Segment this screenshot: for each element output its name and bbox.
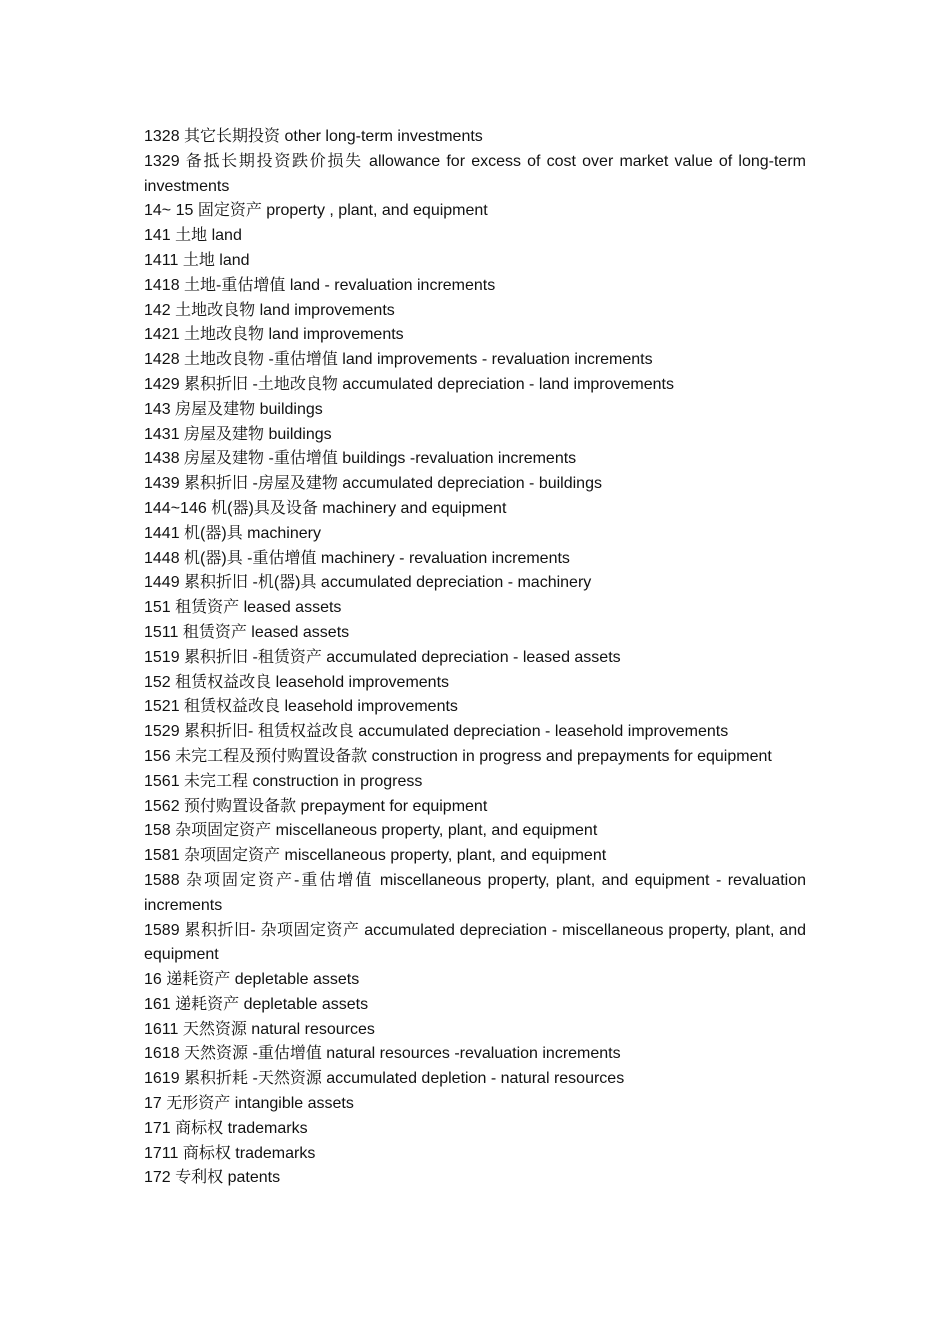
entry-161: 161 递耗资产 depletable assets [144,995,369,1013]
entry-1561: 1561 未完工程 construction in progress [144,772,423,790]
entry-1421: 1421 土地改良物 land improvements [144,326,404,344]
entry-1521: 1521 租赁权益改良 leasehold improvements [144,698,458,716]
entry-1581: 1581 杂项固定资产 miscellaneous property, plant, and equipment [144,847,607,865]
entry-172: 172 专利权 patents [144,1169,281,1187]
entry-1711: 1711 商标权 trademarks [144,1144,316,1162]
entry-151: 151 租赁资产 leased assets [144,599,342,617]
entry-144-146: 144~146 机(器)具及设备 machinery and equipment [144,499,507,517]
entry-152: 152 租赁权益改良 leasehold improvements [144,673,450,691]
entry-1441: 1441 机(器)具 machinery [144,524,321,542]
entry-1328: 1328 其它长期投资 other long-term investments [144,128,483,145]
entry-142: 142 土地改良物 land improvements [144,301,395,319]
entry-17: 17 无形资产 intangible assets [144,1095,354,1113]
entry-16: 16 递耗资产 depletable assets [144,971,360,989]
entry-1529: 1529 累积折旧- 租赁权益改良 accumulated depreciation - leasehold improvements [144,723,729,741]
entry-1519: 1519 累积折旧 -租赁资产 accumulated depreciation - leased assets [144,648,621,666]
entry-14-15: 14~ 15 固定资产 property , plant, and equipment [144,202,488,220]
entry-1428: 1428 土地改良物 -重估增值 land improvements - revaluation increments [144,351,653,369]
entry-1439: 1439 累积折旧 -房屋及建物 accumulated depreciation - buildings [144,475,602,493]
entry-1589: 1589 累积折旧- 杂项固定资产 accumulated depreciation - miscellaneous property, plant, and equipment [144,921,806,964]
entry-171: 171 商标权 trademarks [144,1119,308,1137]
entry-1511: 1511 租赁资产 leased assets [144,623,350,641]
entry-1418: 1418 土地-重估增值 land - revaluation increments [144,276,496,294]
entry-1588: 1588 杂项固定资产-重估增值 miscellaneous property, plant, and equipment - revaluation increments [144,871,806,914]
document-body [144,125,806,1191]
entry-1449: 1449 累积折旧 -机(器)具 accumulated depreciation - machinery [144,574,592,592]
entry-143: 143 房屋及建物 buildings [144,400,323,418]
entry-1429: 1429 累积折旧 -土地改良物 accumulated depreciation - land improvements [144,375,674,393]
entry-141: 141 土地 land [144,227,242,245]
entry-1611: 1611 天然资源 natural resources [144,1020,375,1038]
entry-1619: 1619 累积折耗 -天然资源 accumulated depletion - natural resources [144,1070,625,1088]
entry-1411: 1411 土地 land [144,251,250,269]
entry-1329: 1329 备抵长期投资跌价损失 allowance for excess of cost over market value of long-term investments [144,152,806,195]
entry-1562: 1562 预付购置设备款 prepayment for equipment [144,797,488,815]
entry-1431: 1431 房屋及建物 buildings [144,425,332,443]
entry-1438: 1438 房屋及建物 -重估增值 buildings -revaluation increments [144,450,577,468]
entry-156: 156 未完工程及预付购置设备款 construction in progress and prepayments for equipment [144,747,772,765]
entry-1448: 1448 机(器)具 -重估增值 machinery - revaluation increments [144,549,570,567]
entry-1618: 1618 天然资源 -重估增值 natural resources -revaluation increments [144,1045,621,1063]
entry-158: 158 杂项固定资产 miscellaneous property, plant, and equipment [144,822,598,840]
